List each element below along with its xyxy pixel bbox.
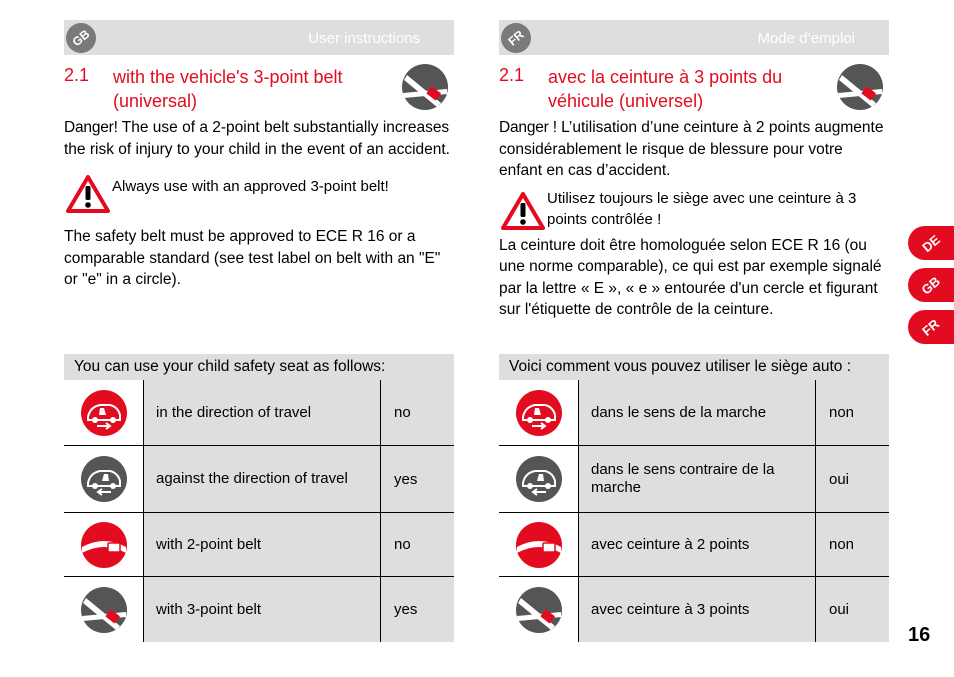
table-header: You can use your child safety seat as follows: [64,354,454,380]
two-point-belt-icon [80,521,128,569]
side-tab-de[interactable]: DE [908,226,954,260]
three-point-belt-icon [515,586,563,634]
row-value: yes [381,446,454,512]
forward-facing-seat-icon [515,389,563,437]
side-tab-fr[interactable]: FR [908,310,954,344]
header-bar [499,20,889,55]
three-point-belt-icon [401,63,449,111]
section-number: 2.1 [64,65,90,85]
section-heading [64,65,454,117]
section-title: with the vehicle's 3-point belt (universal) [113,67,343,111]
side-tab-gb[interactable]: GB [908,268,954,302]
row-text: avec ceinture à 2 points [579,513,816,576]
column-gb [64,20,454,618]
usage-table [499,354,889,642]
header-title: Mode d’emploi [757,30,855,47]
row-value: oui [816,577,889,642]
table-row [64,513,454,577]
row-value: non [816,513,889,576]
three-point-belt-icon [80,586,128,634]
page-number: 16 [908,624,931,646]
usage-table [64,354,454,642]
row-text: in the direction of travel [144,380,381,445]
row-text: with 2-point belt [144,513,381,576]
danger-label: Danger ! [499,119,557,136]
table-header: Voici comment vous pouvez utiliser le siège auto : [499,354,889,380]
table-row [64,577,454,642]
row-value: no [381,380,454,445]
danger-paragraph [499,117,889,182]
row-text: against the direction of travel [144,446,381,512]
forward-facing-seat-icon [80,389,128,437]
table-row [64,380,454,446]
section-heading [499,65,889,117]
row-text: dans le sens contraire de la marche [579,446,816,512]
warning-text: Always use with an approved 3-point belt! [112,178,389,195]
row-value: non [816,380,889,445]
lang-badge: GB [60,17,102,59]
table-row [64,446,454,513]
rear-facing-seat-icon [80,455,128,503]
table-row [499,513,889,577]
warning-triangle-icon [66,175,110,213]
header-title: User instructions [308,30,420,47]
table-row [499,446,889,513]
two-point-belt-icon [515,521,563,569]
warning-text: Utilisez toujours le siège avec une ceinture à 3 points contrôlée ! [547,189,857,228]
table-row [499,577,889,642]
danger-text: L’utilisation d’une ceinture à 2 points augmente considérablement le risque de blessure pour votre enfant en cas d’accident. [499,119,884,179]
warning-box [64,176,454,214]
column-fr [499,20,889,618]
body-paragraph: The safety belt must be approved to ECE R 16 or a comparable standard (see test label on belt with an "E" or "e" in a circle). [64,228,441,288]
warning-triangle-icon [501,192,545,230]
row-value: oui [816,446,889,512]
body-paragraph: La ceinture doit être homologuée selon ECE R 16 (ou une norme comparable), ce qui est par exemple signalé par la lettre « E », « e » entourée d'un cercle et figurant sur l'étiquette de contrôle de la ceinture. [499,236,882,318]
row-value: yes [381,577,454,642]
row-text: with 3-point belt [144,577,381,642]
danger-text: The use of a 2-point belt substantially increases the risk of injury to your child in the event of an accident. [64,119,450,158]
row-value: no [381,513,454,576]
section-title: avec la ceinture à 3 points du véhicule (universel) [548,67,783,111]
danger-paragraph [64,117,454,160]
row-text: dans le sens de la marche [579,380,816,445]
header-bar [64,20,454,55]
warning-box [499,188,889,231]
section-number: 2.1 [499,65,525,85]
row-text: avec ceinture à 3 points [579,577,816,642]
danger-label: Danger! [64,119,118,136]
lang-badge: FR [495,17,537,59]
table-row [499,380,889,446]
three-point-belt-icon [836,63,884,111]
rear-facing-seat-icon [515,455,563,503]
